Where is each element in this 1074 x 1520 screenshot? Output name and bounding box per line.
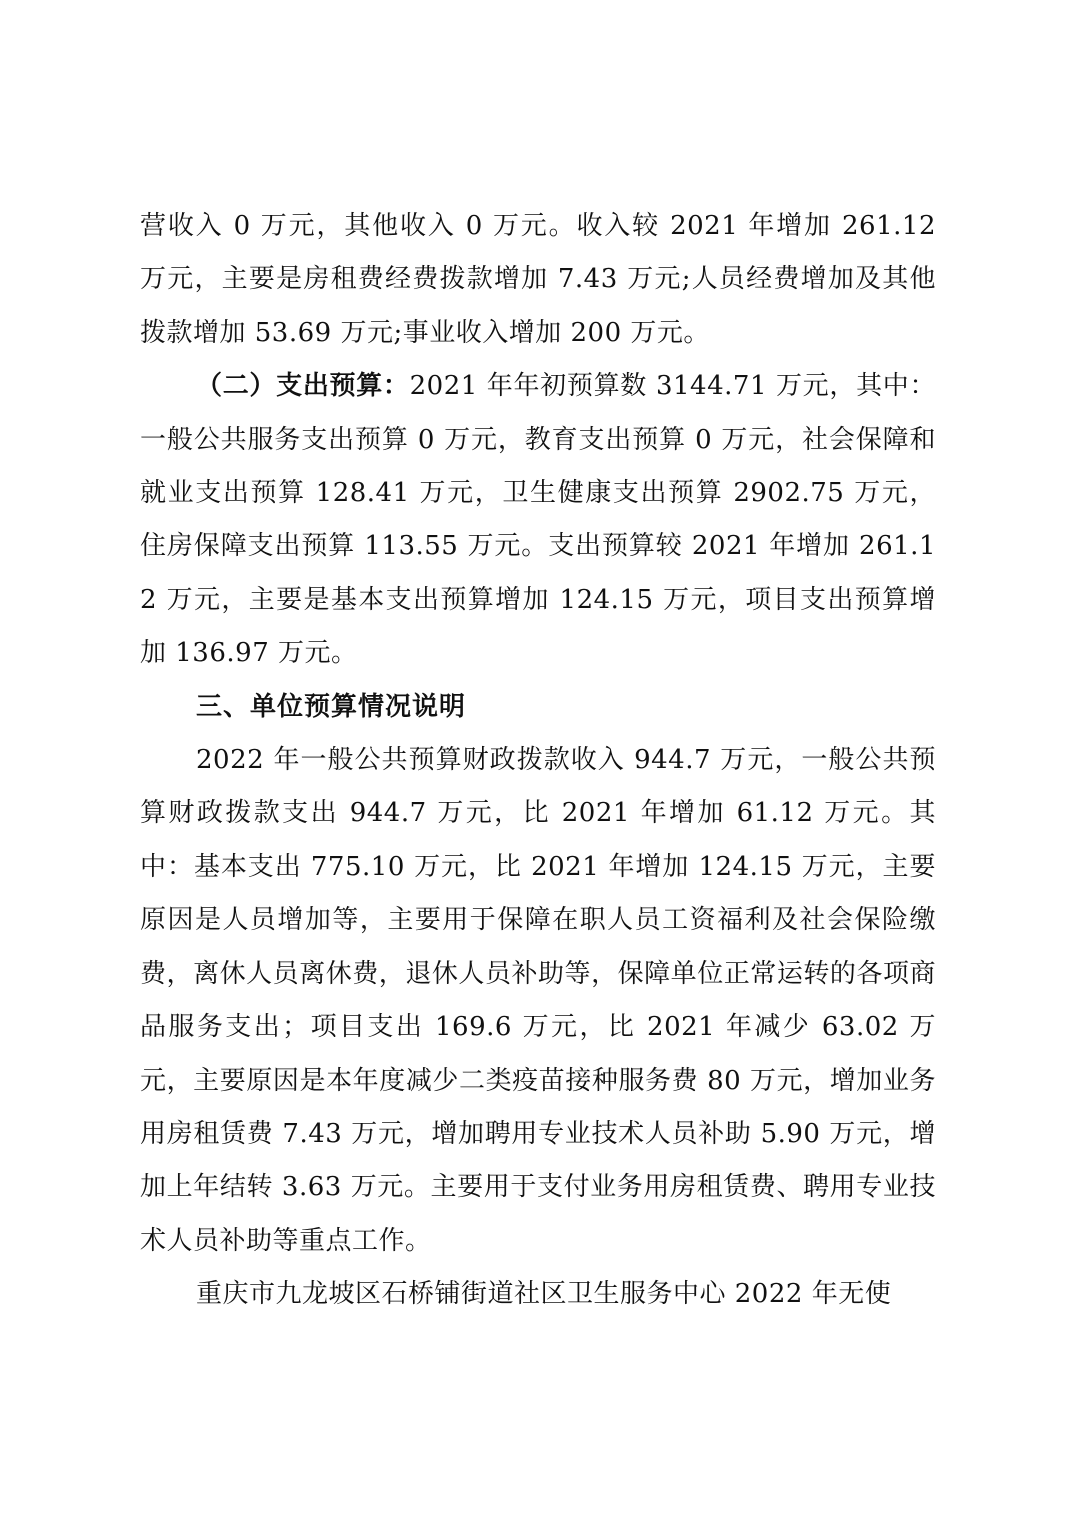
expenditure-budget-heading: （二）支出预算： (196, 371, 410, 402)
unit-budget-paragraph: 2022 年一般公共预算财政拨款收入 944.7 万元，一般公共预算财政拨款支出 944.7 万元，比 2021 年增加 61.12 万元。其中：基本支出 775.10 万元，比 2021 年增加 124.15 万元，主要原因是人员增加等，主要用于保障在职人员工资福利及社会保险缴费，离休人员离休费，退休人员补助等，保障单位正常运转的各项商品服务支出；项目支出 169.6 万元，比 2021 年减少 63.02 万元，主要原因是本年度减少二类疫苗接种服务费 80 万元，增加业务用房租赁费 7.43 万元，增加聘用专业技术人员补助 5.90 万元，增加上年结转 3.63 万元。主要用于支付业务用房租赁费、聘用专业技术人员补助等重点工作。 (140, 745, 936, 1256)
income-continuation-paragraph: 营收入 0 万元，其他收入 0 万元。收入较 2021 年增加 261.12 万元，主要是房租费经费拨款增加 7.43 万元;人员经费增加及其他拨款增加 53.69 万元;事业收入增加 200 万元。 (140, 211, 936, 348)
document-body (140, 200, 936, 1322)
expenditure-budget-body: 2021 年年初预算数 3144.71 万元，其中：一般公共服务支出预算 0 万元，教育支出预算 0 万元，社会保障和就业支出预算 128.41 万元，卫生健康支出预算 2902.75 万元，住房保障支出预算 113.55 万元。支出预算较 2021 年增加 261.12 万元，主要是基本支出预算增加 124.15 万元，项目支出预算增加 136.97 万元。 (140, 371, 936, 669)
closing-paragraph-start: 重庆市九龙坡区石桥铺街道社区卫生服务中心 2022 年无使 (196, 1279, 892, 1310)
expenditure-budget-paragraph (140, 360, 936, 680)
section-heading-unit-budget: 三、单位预算情况说明 (196, 691, 467, 722)
